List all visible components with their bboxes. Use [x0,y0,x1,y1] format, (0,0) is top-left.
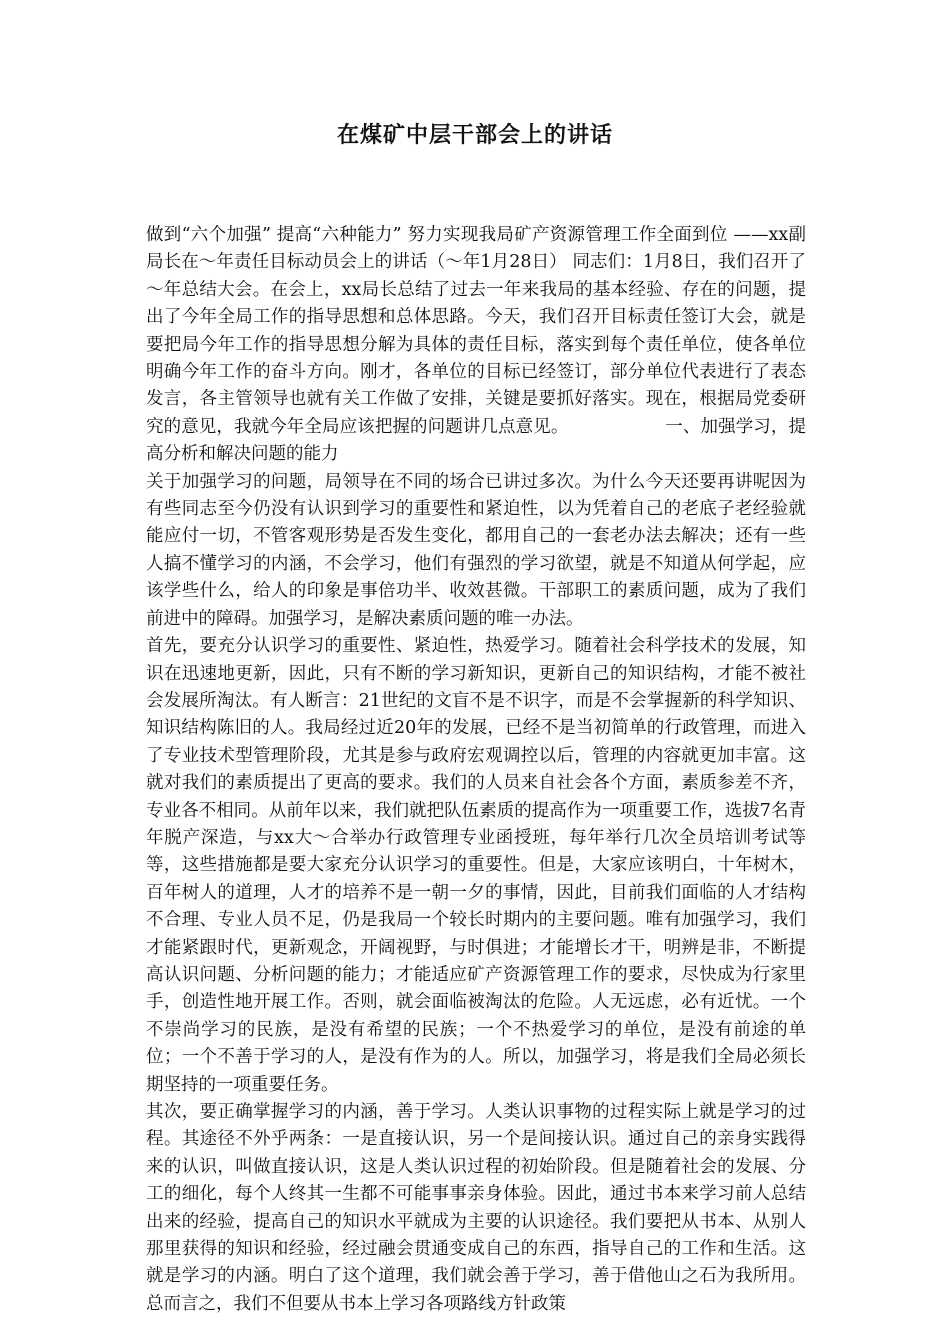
document-title: 在煤矿中层干部会上的讲话 [336,123,613,148]
paragraph-opening: 做到“六个加强” 提高“六种能力” 努力实现我局矿产资源管理工作全面到位 ——xx副局长在～年责任目标动员会上的讲话（～年1月28日） 同志们：1月8日，我们召开了～年总结大会。在会上，xx局长总结了过去一年来我局的基本经验、存在的问题，提出了今年全局工作的指导思想和总体思路。今天，我们召开目标责任签订大会，就是要把局今年工作的指导思想分解为具体的责任目标，落实到每个责任单位，使各单位明确今年工作的奋斗方向。刚才，各单位的目标已经签订，部分单位代表进行了表态发言，各主管领导也就有关工作做了安排，关键是要抓好落实。现在，根据局党委研究的意见，我就今年全局应该把握的问题讲几点意见。 一、加强学习，提高分析和解决问题的能力 [146,225,806,465]
paragraph-second-point: 其次，要正确掌握学习的内涵，善于学习。人类认识事物的过程实际上就是学习的过程。其途径不外乎两条：一是直接认识，另一个是间接认识。通过自己的亲身实践得来的认识，叫做直接认识，这是人类认识过程的初始阶段。但是随着社会的发展、分工的细化，每个人终其一生都不可能事事亲身体验。因此，通过书本来学习前人总结出来的经验，提高自己的知识水平就成为主要的认识途径。我们要把从书本、从别人那里获得的知识和经验，经过融会贯通变成自己的东西，指导自己的工作和生活。这就是学习的内涵。明白了这个道理，我们就会善于学习，善于借他山之石为我所用。总而言之，我们不但要从书本上学习各项路线方针政策 [146,1102,806,1314]
document-body [146,222,806,1318]
paragraph-first-point: 首先，要充分认识学习的重要性、紧迫性，热爱学习。随着社会科学技术的发展，知识在迅速地更新，因此，只有不断的学习新知识，更新自己的知识结构，才能不被社会发展所淘汰。有人断言：21世纪的文盲不是不识字，而是不会掌握新的科学知识、知识结构陈旧的人。我局经过近20年的发展，已经不是当初简单的行政管理，而进入了专业技术型管理阶段，尤其是参与政府宏观调控以后，管理的内容就更加丰富。这就对我们的素质提出了更高的要求。我们的人员来自社会各个方面，素质参差不齐，专业各不相同。从前年以来，我们就把队伍素质的提高作为一项重要工作，选拔7名青年脱产深造，与xx大～合举办行政管理专业函授班，每年举行几次全员培训考试等等，这些措施都是要大家充分认识学习的重要性。但是，大家应该明白，十年树木，百年树人的道理，人才的培养不是一朝一夕的事情，因此，目前我们面临的人才结构不合理、专业人员不足，仍是我局一个较长时期内的主要问题。唯有加强学习，我们才能紧跟时代，更新观念，开阔视野，与时俱进；才能增长才干，明辨是非，不断提高认识问题、分析问题的能力；才能适应矿产资源管理工作的要求，尽快成为行家里手，创造性地开展工作。否则，就会面临被淘汰的危险。人无远虑，必有近忧。一个不崇尚学习的民族，是没有希望的民族；一个不热爱学习的单位，是没有前途的单位；一个不善于学习的人，是没有作为的人。所以，加强学习，将是我们全局必须长期坚持的一项重要任务。 [146,636,806,1095]
paragraph-why-study: 关于加强学习的问题，局领导在不同的场合已讲过多次。为什么今天还要再讲呢因为有些同志至今仍没有认识到学习的重要性和紧迫性，以为凭着自己的老底子老经验就能应付一切，不管客观形势是否发生变化，都用自己的一套老办法去解决；还有一些人搞不懂学习的内涵，不会学习，他们有强烈的学习欲望，就是不知道从何学起，应该学些什么，给人的印象是事倍功半、收效甚微。干部职工的素质问题，成为了我们前进中的障碍。加强学习，是解决素质问题的唯一办法。 [146,471,806,629]
